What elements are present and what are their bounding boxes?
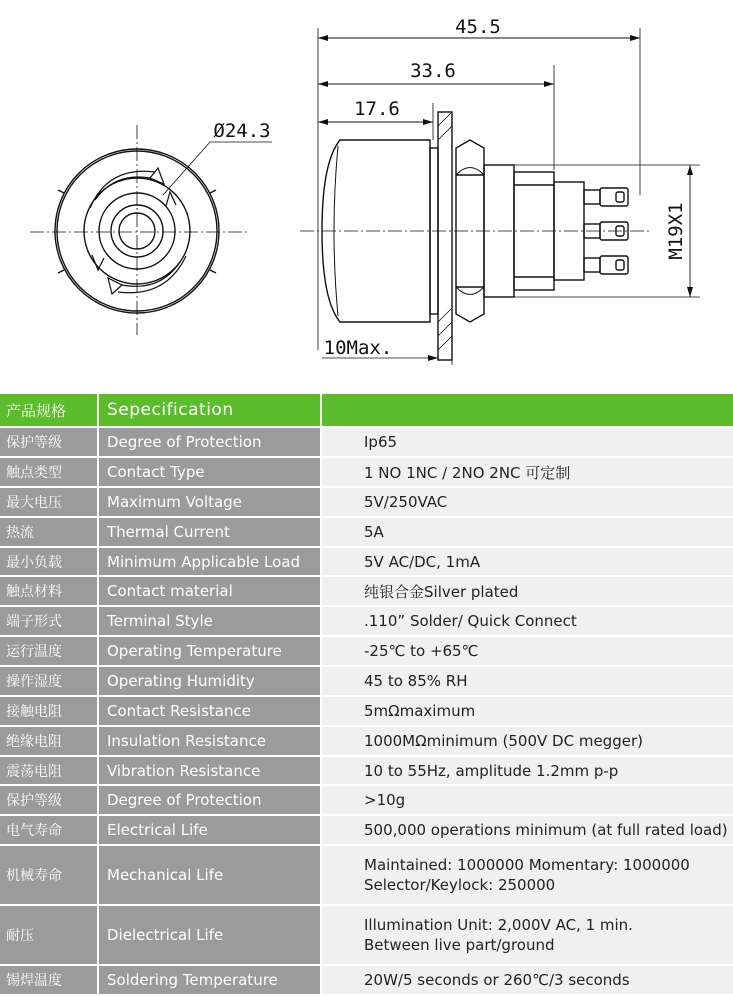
- row-value: 500,000 operations minimum (at full rated load): [321, 815, 733, 845]
- specification-table: [0, 394, 733, 996]
- row-value: 45 to 85% RH: [321, 666, 733, 696]
- drawing-svg: [0, 0, 733, 395]
- table-row: [0, 576, 733, 606]
- row-label-en: Degree of Protection: [98, 785, 321, 815]
- row-label-en: Contact material: [98, 576, 321, 606]
- row-value: [321, 905, 733, 965]
- front-view: [30, 125, 272, 335]
- row-label-zh: 电气寿命: [0, 815, 98, 845]
- row-value-line1: Maintained: 1000000 Momentary: 1000000: [364, 856, 690, 874]
- row-label-en: Maximum Voltage: [98, 487, 321, 517]
- row-value: >10g: [321, 785, 733, 815]
- row-label-zh: 触点类型: [0, 457, 98, 487]
- row-label-zh: 保护等级: [0, 427, 98, 457]
- dim-cap-length: 17.6: [354, 98, 400, 120]
- row-label-en: Thermal Current: [98, 517, 321, 547]
- row-value: [321, 845, 733, 905]
- row-label-en: Soldering Temperature: [98, 965, 321, 995]
- row-value: 5mΩmaximum: [321, 696, 733, 726]
- row-value: 5V/250VAC: [321, 487, 733, 517]
- table-row: [0, 547, 733, 576]
- row-value-line2: Selector/Keylock: 250000: [364, 876, 556, 894]
- row-label-en: Operating Humidity: [98, 666, 321, 696]
- row-label-zh: 操作湿度: [0, 666, 98, 696]
- row-value: -25℃ to +65℃: [321, 636, 733, 666]
- table-row: [0, 636, 733, 666]
- row-label-en: Dielectrical Life: [98, 905, 321, 965]
- dim-thread: M19X1: [665, 202, 687, 260]
- dim-overall-length: 45.5: [455, 16, 501, 38]
- dim-panel-max: 10Max.: [323, 337, 393, 359]
- table-row: [0, 726, 733, 756]
- table-row: [0, 696, 733, 726]
- table-row: [0, 756, 733, 785]
- row-label-zh: 保护等级: [0, 785, 98, 815]
- row-label-zh: 绝缘电阻: [0, 726, 98, 756]
- dim-mid-length: 33.6: [410, 60, 456, 82]
- row-label-zh: 热流: [0, 517, 98, 547]
- header-value: [321, 394, 733, 427]
- table-row: [0, 965, 733, 995]
- row-label-zh: 耐压: [0, 905, 98, 965]
- row-label-zh: 最大电压: [0, 487, 98, 517]
- row-value-line2: Between live part/ground: [364, 936, 555, 954]
- row-label-zh: 接触电阻: [0, 696, 98, 726]
- row-label-en: Contact Type: [98, 457, 321, 487]
- row-value: 5V AC/DC, 1mA: [321, 547, 733, 576]
- header-en: Sepecification: [98, 394, 321, 427]
- row-value-line1: Illumination Unit: 2,000V AC, 1 min.: [364, 916, 633, 934]
- dim-diameter: Ø24.3: [213, 120, 271, 142]
- row-label-zh: 最小负载: [0, 547, 98, 576]
- row-label-zh: 运行温度: [0, 636, 98, 666]
- table-row: [0, 666, 733, 696]
- row-value: 20W/5 seconds or 260℃/3 seconds: [321, 965, 733, 995]
- row-value: Ip65: [321, 427, 733, 457]
- side-view: [300, 28, 700, 365]
- row-label-en: Minimum Applicable Load: [98, 547, 321, 576]
- row-label-en: Vibration Resistance: [98, 756, 321, 785]
- row-label-zh: 锡焊温度: [0, 965, 98, 995]
- row-label-en: Degree of Protection: [98, 427, 321, 457]
- table-row: [0, 427, 733, 457]
- table-header-row: [0, 394, 733, 427]
- table-row: [0, 457, 733, 487]
- row-value: 1000MΩminimum (500V DC megger): [321, 726, 733, 756]
- row-label-zh: 触点材料: [0, 576, 98, 606]
- row-label-en: Insulation Resistance: [98, 726, 321, 756]
- table-row: [0, 606, 733, 636]
- table-row: [0, 785, 733, 815]
- row-value: 纯银合金Silver plated: [321, 576, 733, 606]
- technical-drawing: [0, 0, 733, 395]
- row-value: 10 to 55Hz, amplitude 1.2mm p-p: [321, 756, 733, 785]
- table-row: [0, 815, 733, 845]
- table-row: [0, 845, 733, 905]
- row-label-en: Terminal Style: [98, 606, 321, 636]
- header-zh: 产品规格: [0, 394, 98, 427]
- row-label-en: Contact Resistance: [98, 696, 321, 726]
- row-value: 1 NO 1NC / 2NO 2NC 可定制: [321, 457, 733, 487]
- row-label-en: Mechanical Life: [98, 845, 321, 905]
- row-label-zh: 机械寿命: [0, 845, 98, 905]
- row-label-zh: 震荡电阻: [0, 756, 98, 785]
- table-row: [0, 517, 733, 547]
- row-label-en: Electrical Life: [98, 815, 321, 845]
- row-value: .110” Solder/ Quick Connect: [321, 606, 733, 636]
- table-row: [0, 905, 733, 965]
- row-value: 5A: [321, 517, 733, 547]
- row-label-en: Operating Temperature: [98, 636, 321, 666]
- table-row: [0, 487, 733, 517]
- row-label-zh: 端子形式: [0, 606, 98, 636]
